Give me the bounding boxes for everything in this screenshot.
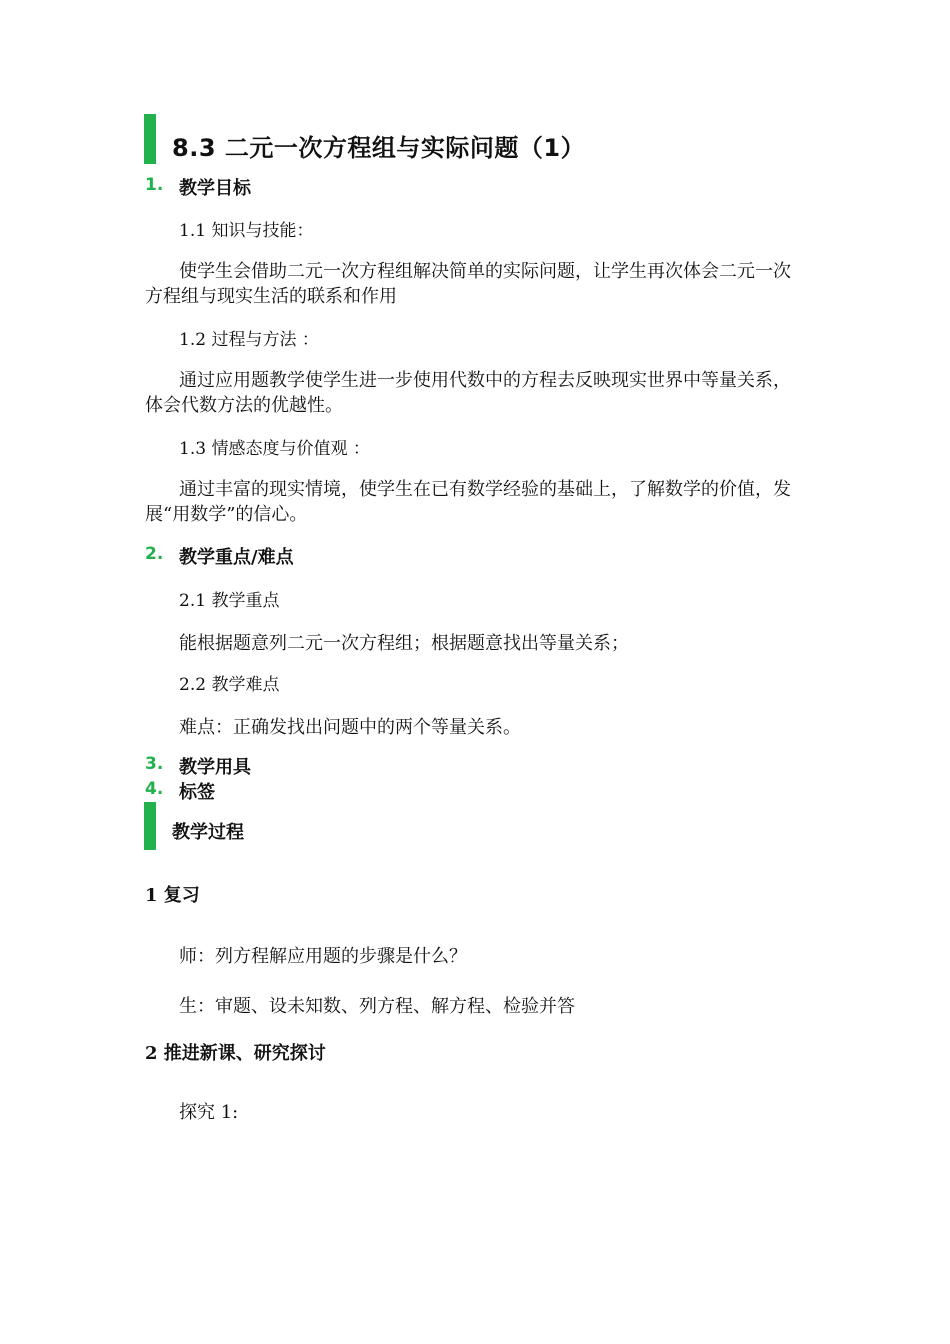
page-title: 8.3 二元一次方程组与实际问题（1）: [172, 134, 586, 162]
section-2-heading: 教学重点/难点: [179, 547, 294, 568]
student-answer: 生：审题、设未知数、列方程、解方程、检验并答: [179, 996, 575, 1017]
subsection-2-2: 2.2 教学难点: [179, 675, 280, 695]
section-4-heading: 标签: [179, 782, 215, 803]
section-3-number: 3.: [145, 754, 164, 774]
subsection-2-1: 2.1 教学重点: [179, 591, 280, 611]
step-2-heading: 2 推进新课、研究探讨: [145, 1043, 326, 1064]
paragraph-1-2: 通过应用题教学使学生进一步使用代数中的方程去反映现实世界中等量关系，体会代数方法的优越性。: [145, 370, 791, 416]
paragraph-1-1: 使学生会借助二元一次方程组解决简单的实际问题，让学生再次体会二元一次方程组与现实生活的联系和作用: [145, 261, 791, 307]
section-2-number: 2.: [145, 544, 164, 564]
section-3-heading: 教学用具: [179, 757, 251, 778]
subsection-1-2: 1.2 过程与方法 ：: [179, 330, 319, 350]
paragraph-2-1: 能根据题意列二元一次方程组；根据题意找出等量关系；: [179, 633, 629, 654]
paragraph-1-3: 通过丰富的现实情境，使学生在已有数学经验的基础上，了解数学的价值，发展“用数学”的信心。: [145, 479, 791, 525]
subsection-1-3: 1.3 情感态度与价值观 ：: [179, 439, 370, 459]
title-accent-bar: [144, 114, 156, 164]
process-heading: 教学过程: [172, 822, 244, 843]
section-1-number: 1.: [145, 175, 164, 195]
step-1-heading: 1 复习: [145, 885, 200, 906]
paragraph-2-2: 难点：正确发找出问题中的两个等量关系。: [179, 717, 521, 738]
process-accent-bar: [144, 802, 156, 850]
explore-1-label: 探究 1:: [179, 1102, 239, 1123]
teacher-question: 师：列方程解应用题的步骤是什么？: [179, 946, 467, 967]
subsection-1-1: 1.1 知识与技能：: [179, 221, 314, 241]
section-4-number: 4.: [145, 779, 164, 799]
section-1-heading: 教学目标: [179, 178, 251, 199]
